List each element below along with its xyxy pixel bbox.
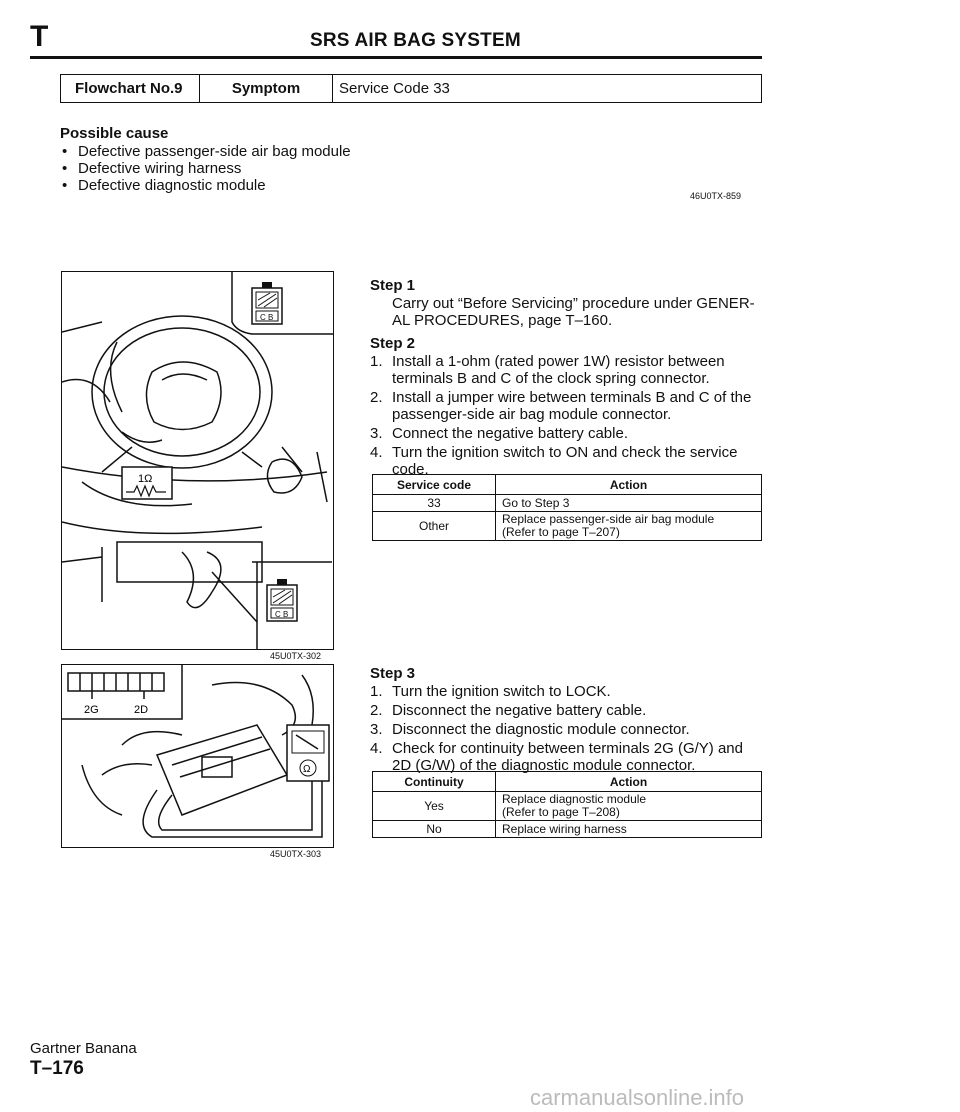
cause-item: • Defective diagnostic module <box>60 177 351 194</box>
step3-item: 3. Disconnect the diagnostic module connector. <box>370 721 690 738</box>
air-bag-module-connector-icon <box>267 579 297 621</box>
table-header: Action <box>496 772 762 792</box>
figure-diagnostic-module-continuity <box>61 664 334 848</box>
step2-item: 4. Turn the ignition switch to ON and check the service code. <box>370 444 738 478</box>
flowchart-header-table <box>60 74 762 103</box>
step1-text: Carry out “Before Servicing” procedure under GENER-AL PROCEDURES, page T–160. <box>392 295 755 329</box>
step2-item: 2. Install a jumper wire between terminals B and C of the passenger-side air bag module connector. <box>370 389 752 423</box>
step1-title: Step 1 <box>370 277 416 294</box>
header-rule <box>30 56 762 59</box>
terminal-2g-label: 2G <box>84 704 99 716</box>
table-row: No Replace wiring harness <box>373 821 762 838</box>
terminal-2d-label: 2D <box>134 704 149 716</box>
symptom-label: Symptom <box>200 75 333 103</box>
watermark: carmanualsonline.info <box>530 1085 745 1110</box>
step2-service-code-table <box>372 474 762 541</box>
symptom-value: Service Code 33 <box>333 75 762 103</box>
figure2-code: 45U0TX-303 <box>270 849 322 859</box>
footer-name: Gartner Banana <box>30 1040 137 1057</box>
page-title: SRS AIR BAG SYSTEM <box>310 30 521 51</box>
svg-text:C B: C B <box>260 313 274 322</box>
cause-item: • Defective wiring harness <box>60 160 351 177</box>
step2-list <box>370 353 762 480</box>
step2-item: 3. Connect the negative battery cable. <box>370 425 628 442</box>
figure1-code: 45U0TX-302 <box>270 651 322 661</box>
dashboard-illustration <box>62 272 333 649</box>
section-letter: T <box>30 20 49 53</box>
table-row: Yes Replace diagnostic module (Refer to page T–208) <box>373 792 762 821</box>
page-number: T–176 <box>30 1058 84 1079</box>
step3-title: Step 3 <box>370 665 416 682</box>
step2-item: 1. Install a 1-ohm (rated power 1W) resistor between terminals B and C of the clock spring connector. <box>370 353 725 387</box>
step3-list <box>370 683 762 776</box>
ohmmeter-icon <box>287 725 329 781</box>
step3-item: 1. Turn the ignition switch to LOCK. <box>370 683 611 700</box>
table-header: Action <box>496 475 762 495</box>
svg-text:C B: C B <box>275 610 289 619</box>
table-row: 33 Go to Step 3 <box>373 495 762 512</box>
flowchart-number: Flowchart No.9 <box>61 75 200 103</box>
cause-figure-code: 46U0TX-859 <box>690 191 742 201</box>
possible-cause-title: Possible cause <box>60 125 169 142</box>
cause-item: • Defective passenger-side air bag module <box>60 143 351 160</box>
step3-item: 2. Disconnect the negative battery cable. <box>370 702 647 719</box>
ohm-symbol: Ω <box>303 764 311 775</box>
step2-title: Step 2 <box>370 335 416 352</box>
possible-cause-list <box>60 143 351 194</box>
figure-clock-spring-resistor <box>61 271 334 650</box>
table-row: Other Replace passenger-side air bag module (Refer to page T–207) <box>373 512 762 541</box>
table-header: Service code <box>373 475 496 495</box>
step3-item: 4. Check for continuity between terminals 2G (G/Y) and 2D (G/W) of the diagnostic module connector. <box>370 740 743 774</box>
diagnostic-module-illustration <box>62 665 333 847</box>
table-header: Continuity <box>373 772 496 792</box>
clock-spring-connector-icon <box>252 282 282 324</box>
step3-continuity-table <box>372 771 762 838</box>
resistor-label: 1Ω <box>138 473 153 485</box>
